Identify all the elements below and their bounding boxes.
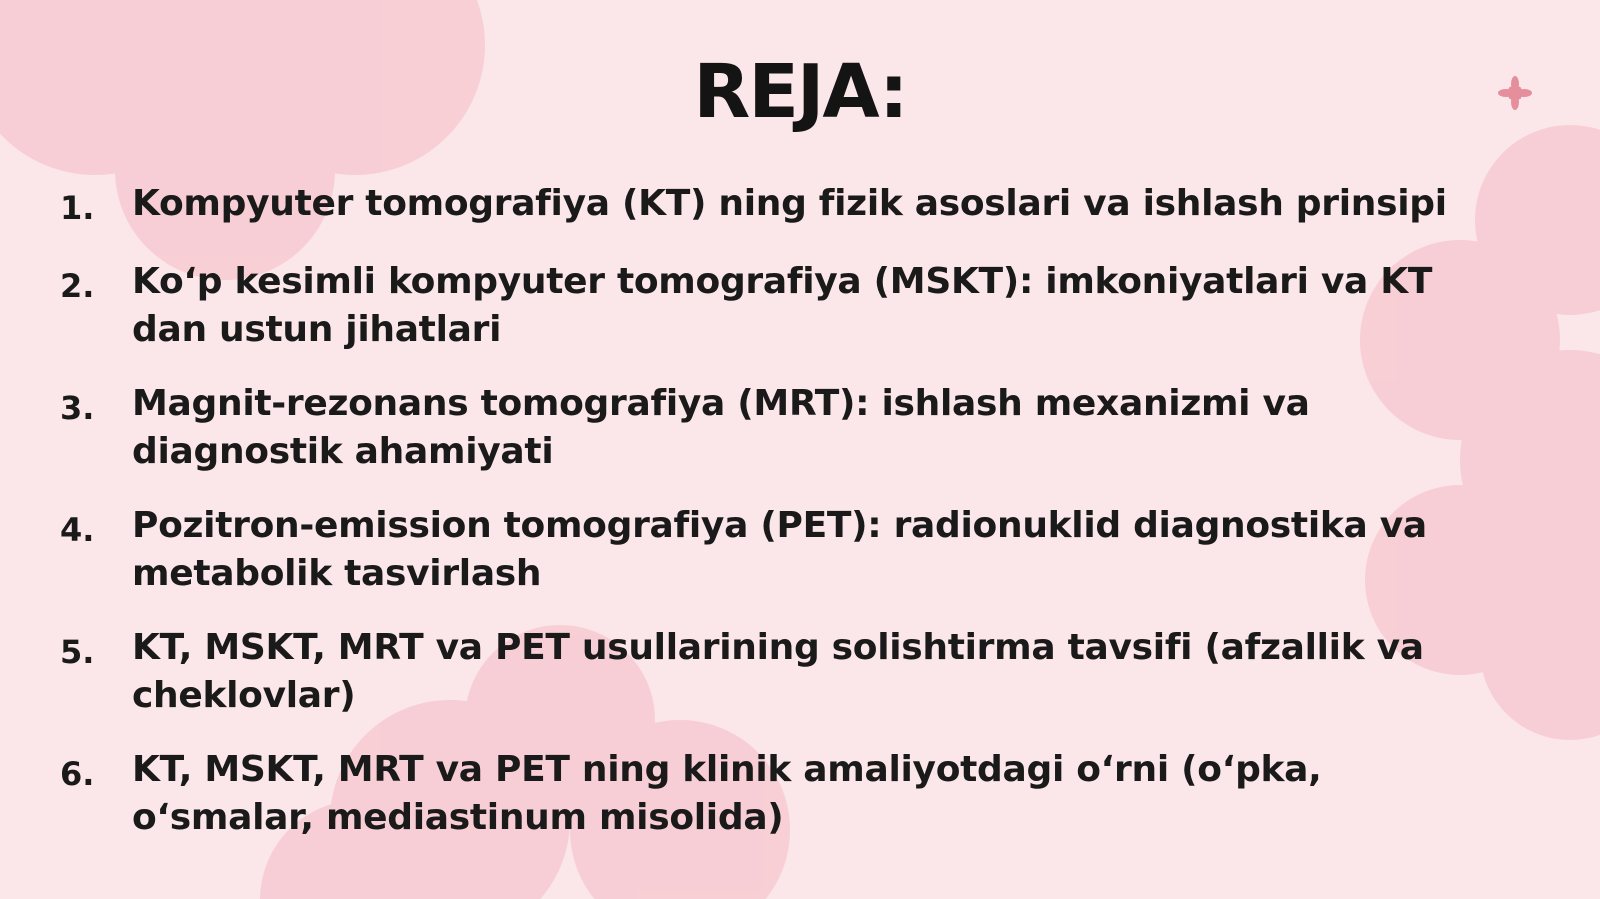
list-item-number: 4. [60, 511, 95, 549]
slide-title: REJA: [693, 49, 907, 135]
list-item-text: Ko‘p kesimli kompyuter tomografiya (MSKT): imkoniyatlari va KT dan ustun jihatlari [132, 261, 1433, 350]
list-item-text: KT, MSKT, MRT va PET usullarining solishtirma tavsifi (afzallik va cheklovlar) [132, 627, 1424, 716]
list-item-number: 3. [60, 389, 95, 427]
list-item [60, 380, 1500, 476]
list-item [60, 258, 1500, 354]
list-item-text: KT, MSKT, MRT va PET ning klinik amaliyotdagi o‘rni (o‘pka, o‘smalar, mediastinum misolida) [132, 749, 1322, 838]
asterisk-flower-icon [1498, 76, 1532, 110]
list-item-number: 6. [60, 755, 95, 793]
list-item [60, 624, 1500, 720]
list-item [60, 180, 1500, 232]
list-item-number: 1. [60, 189, 95, 227]
list-item [60, 502, 1500, 598]
list-item-text: Kompyuter tomografiya (KT) ning fizik asoslari va ishlash prinsipi [132, 183, 1447, 224]
list-item-text: Pozitron-emission tomografiya (PET): radionuklid diagnostika va metabolik tasvirlash [132, 505, 1427, 594]
list-item-number: 5. [60, 633, 95, 671]
list-item [60, 746, 1500, 842]
plan-list [60, 180, 1500, 868]
list-item-number: 2. [60, 267, 95, 305]
list-item-text: Magnit-rezonans tomografiya (MRT): ishlash mexanizmi va diagnostik ahamiyati [132, 383, 1310, 472]
